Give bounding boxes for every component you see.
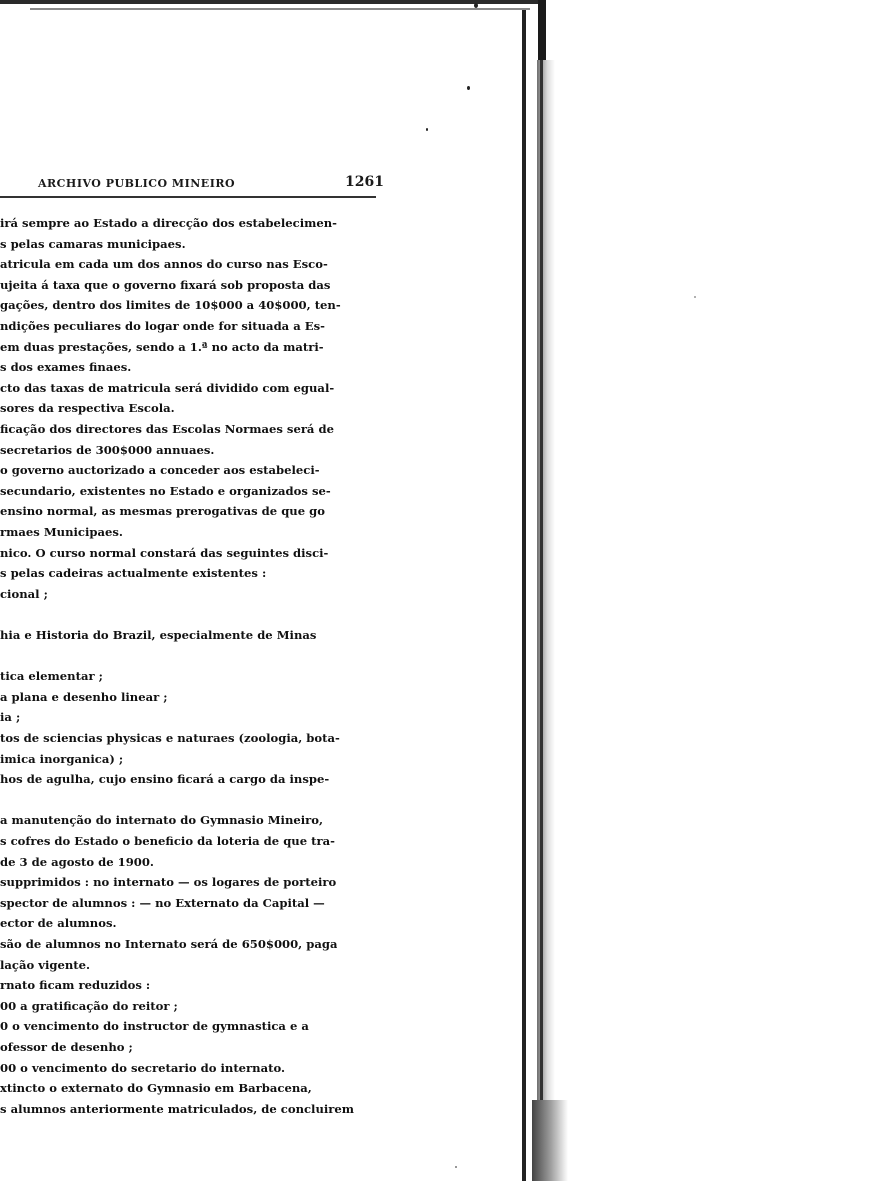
ink-speck [467, 86, 470, 90]
ink-speck [426, 128, 428, 131]
text-line: ujeita á taxa que o governo fixará sob proposta das [0, 277, 331, 292]
ink-speck [455, 1166, 457, 1168]
text-line: lação vigente. [0, 957, 91, 972]
binding-edge [538, 0, 546, 60]
text-line: 00 a gratificação do reitor ; [0, 998, 178, 1013]
text-line: ector de alumnos. [0, 916, 117, 931]
text-line: ofessor de desenho ; [0, 1040, 133, 1054]
text-line: rnato ficam reduzidos : [0, 978, 151, 993]
text-line: ensino normal, as mesmas prerogativas de que go [0, 504, 325, 519]
text-line: s pelas camaras municipaes. [0, 236, 186, 251]
text-line: ficação dos directores das Escolas Normaes será de [0, 422, 334, 436]
running-title: ARCHIVO PUBLICO MINEIRO [38, 177, 236, 190]
text-line: s dos exames finaes. [0, 360, 132, 375]
text-line: atricula em cada um dos annos do curso nas Esco- [0, 257, 328, 272]
text-line: a plana e desenho linear ; [0, 689, 168, 704]
ink-speck [694, 296, 696, 298]
page-top-edge-shadow [30, 8, 530, 10]
text-line: supprimidos : no internato — os logares de porteiro [0, 875, 337, 890]
page-right-edge [522, 10, 526, 1181]
text-line: secretarios de 300$000 annuaes. [0, 442, 215, 457]
text-line: nico. O curso normal constará das seguintes disci- [0, 545, 329, 560]
text-line: de 3 de agosto de 1900. [0, 854, 154, 869]
text-line: spector de alumnos : — no Externato da Capital — [0, 895, 325, 910]
text-line: ia ; [0, 710, 21, 725]
text-line: cional ; [0, 586, 48, 601]
text-line: s alumnos anteriormente matriculados, de concluirem [0, 1101, 355, 1116]
text-line: hos de agulha, cujo ensino ficará a cargo da inspe- [0, 772, 330, 787]
book-spine-bottom [532, 1100, 568, 1181]
running-header [0, 174, 384, 194]
page-top-edge [0, 0, 540, 4]
text-line: s cofres do Estado o beneficio da loteria de que tra- [0, 834, 335, 848]
text-line: 00 o vencimento do secretario do internato. [0, 1060, 286, 1075]
text-line: secundario, existentes no Estado e organizados se- [0, 483, 331, 498]
text-line: irá sempre ao Estado a direcção dos estabelecimen- [0, 216, 337, 230]
text-line: sores da respectiva Escola. [0, 401, 175, 416]
page-number: 1261 [345, 174, 384, 190]
text-line: rmaes Municipaes. [0, 525, 123, 539]
ink-speck [474, 3, 478, 8]
book-spine-line [540, 60, 543, 1181]
text-line: 0 o vencimento do instructor de gymnastica e a [0, 1019, 309, 1034]
text-line: a manutenção do internato do Gymnasio Mineiro, [0, 813, 324, 828]
text-line: cto das taxas de matricula será dividido com egual- [0, 380, 335, 395]
text-line: imica inorganica) ; [0, 751, 124, 766]
text-line: são de alumnos no Internato será de 650$000, paga [0, 937, 338, 951]
header-rule [0, 196, 376, 198]
text-line: o governo auctorizado a conceder aos estabeleci- [0, 463, 320, 478]
text-line: tica elementar ; [0, 669, 103, 684]
text-line: s pelas cadeiras actualmente existentes : [0, 566, 267, 581]
text-line: tos de sciencias physicas e naturaes (zoologia, bota- [0, 731, 340, 745]
text-line: ndições peculiares do logar onde for situada a Es- [0, 319, 325, 333]
text-line: gações, dentro dos limites de 10$000 a 40$000, ten- [0, 298, 341, 313]
text-line: em duas prestações, sendo a 1.ª no acto da matri- [0, 339, 324, 354]
text-line: xtincto o externato do Gymnasio em Barbacena, [0, 1081, 312, 1096]
text-line: hia e Historia do Brazil, especialmente de Minas [0, 628, 317, 642]
